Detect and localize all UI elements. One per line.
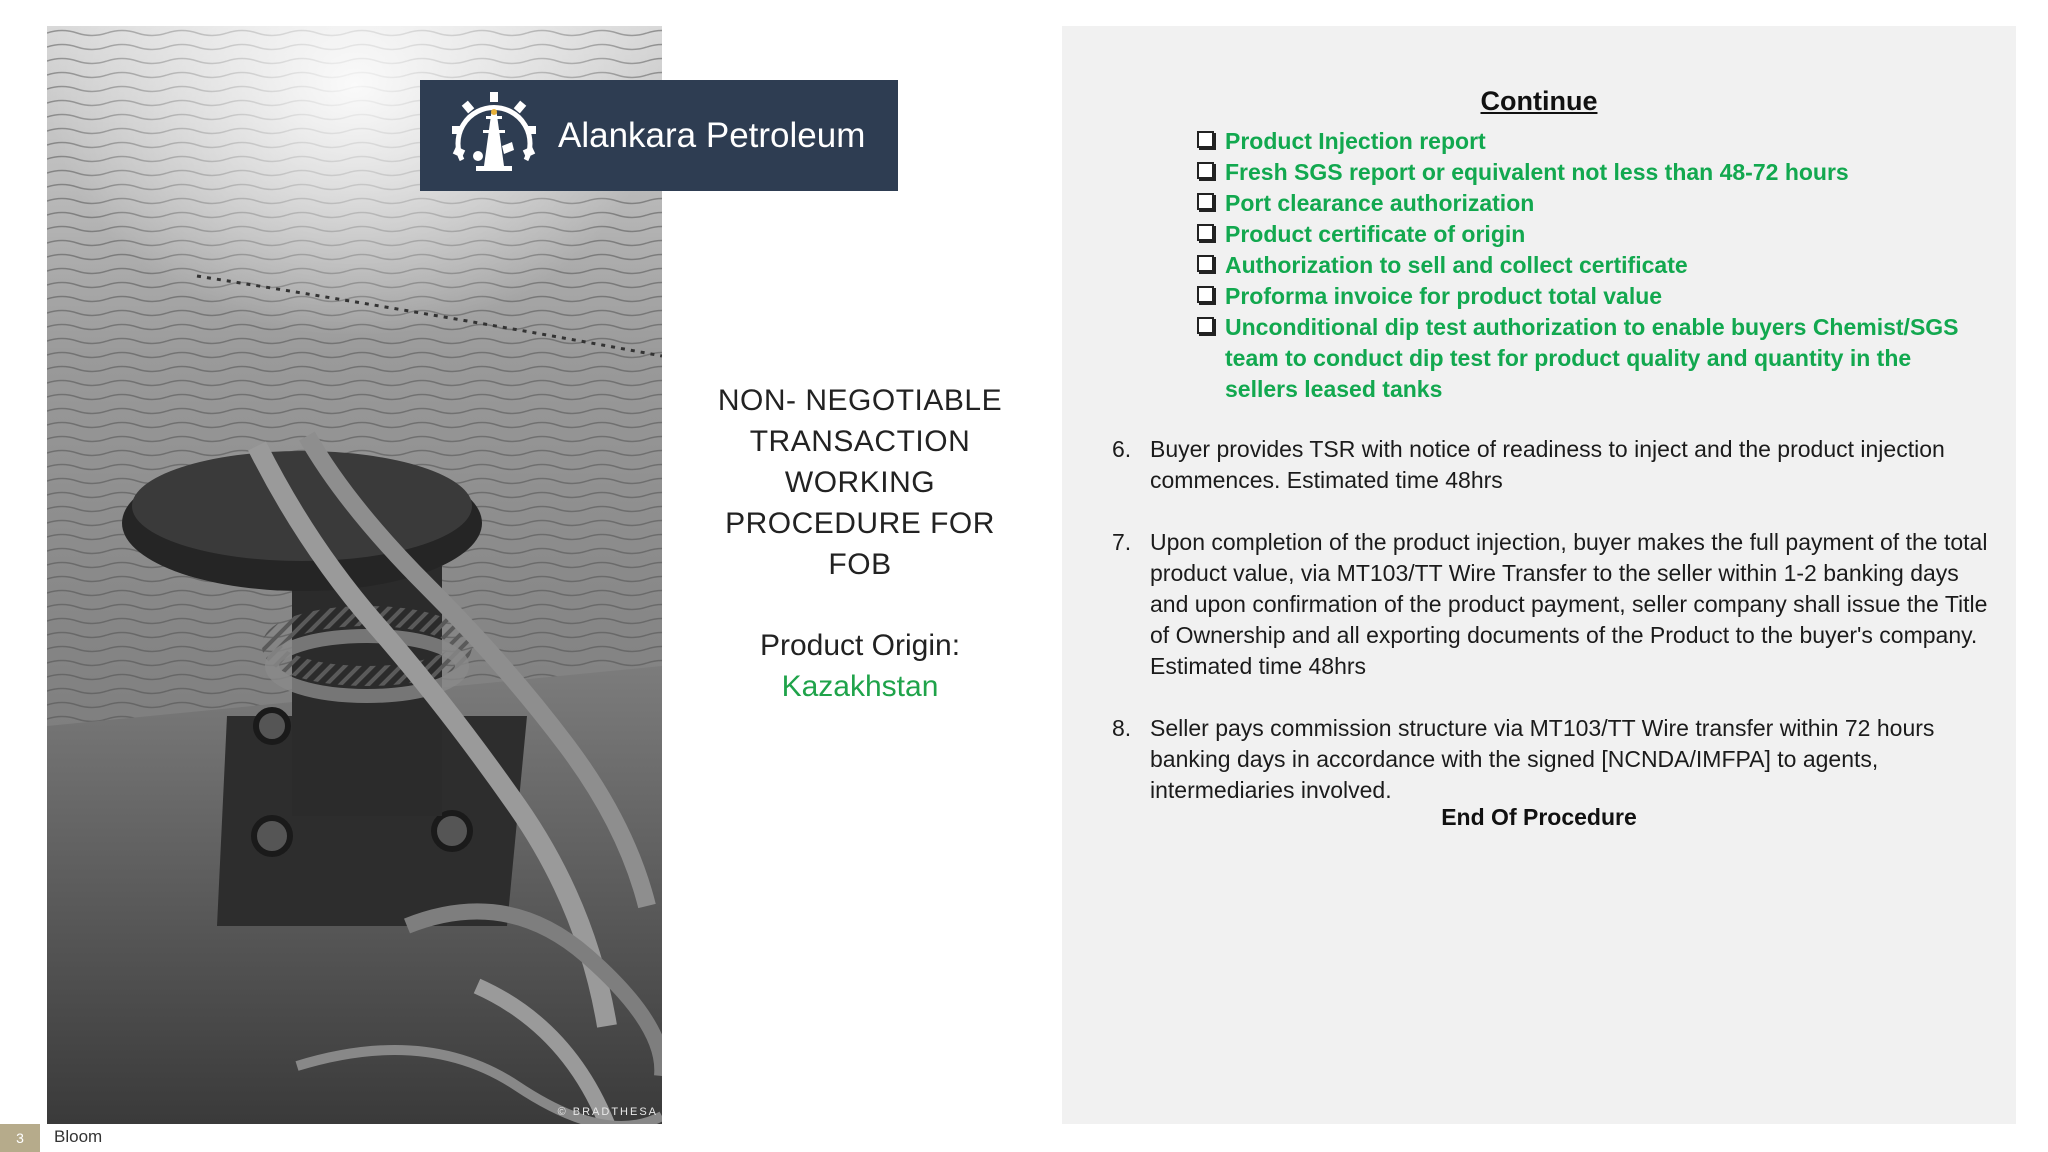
checklist-item — [1192, 219, 1982, 250]
continue-heading: Continue — [1480, 86, 1598, 116]
product-origin-value: Kazakhstan — [781, 670, 939, 703]
checklist-item — [1192, 250, 1982, 281]
checkbox-icon — [1197, 255, 1214, 272]
procedure-steps — [1112, 434, 1992, 837]
checklist-item — [1192, 312, 1982, 405]
checklist-item — [1192, 157, 1982, 188]
company-logo-badge — [420, 80, 898, 191]
checkbox-icon — [1197, 286, 1214, 303]
checklist-item-text: Product Injection report — [1225, 128, 1486, 154]
procedure-title-line: PROCEDURE FOR — [725, 507, 995, 540]
checkbox-icon — [1197, 224, 1214, 241]
step-text: Seller pays commission structure via MT103/TT Wire transfer within 72 hours banking days in accordance with the signed [NCNDA/IMFPA] to agents, intermediaries involved. — [1150, 715, 1935, 803]
procedure-step — [1112, 527, 1992, 682]
checkbox-icon — [1197, 193, 1214, 210]
step-number: 7. — [1112, 529, 1132, 555]
checkbox-icon — [1197, 162, 1214, 179]
product-origin-label: Product Origin: — [759, 629, 961, 662]
slide-number: 3 — [0, 1124, 40, 1152]
procedure-title-line: WORKING — [784, 466, 936, 499]
checklist-item — [1192, 281, 1982, 312]
gear-derrick-logo-icon — [442, 86, 546, 186]
photo-credit: © BRADTHESA — [557, 1106, 658, 1118]
procedure-step — [1112, 713, 1992, 806]
checklist-item-text: Unconditional dip test authorization to enable buyers Chemist/SGS team to conduct dip test for product quality and quantity in the sellers leased tanks — [1225, 314, 1959, 402]
theme-label: Bloom — [54, 1127, 103, 1146]
checkbox-icon — [1197, 317, 1214, 334]
end-of-procedure: End Of Procedure — [1441, 804, 1637, 830]
checklist-item-text: Product certificate of origin — [1225, 221, 1526, 247]
document-checklist — [1192, 126, 1982, 405]
procedure-title-line: FOB — [828, 548, 892, 581]
checkbox-icon — [1197, 131, 1214, 148]
checklist-item — [1192, 126, 1982, 157]
checklist-item-text: Authorization to sell and collect certificate — [1225, 252, 1688, 278]
checklist-item-text: Proforma invoice for product total value — [1225, 283, 1663, 309]
checklist-item-text: Fresh SGS report or equivalent not less than 48-72 hours — [1225, 159, 1849, 185]
procedure-title-block — [700, 380, 1020, 707]
procedure-panel — [1062, 26, 2016, 1124]
checklist-item-text: Port clearance authorization — [1225, 190, 1535, 216]
step-number: 8. — [1112, 715, 1132, 741]
procedure-title-line: NON- NEGOTIABLE — [717, 384, 1003, 417]
step-number: 6. — [1112, 436, 1132, 462]
procedure-title — [700, 380, 1020, 585]
company-name: Alankara Petroleum — [558, 115, 866, 155]
checklist-item — [1192, 188, 1982, 219]
step-text: Upon completion of the product injection, buyer makes the full payment of the total product value, via MT103/TT Wire Transfer to the seller within 1-2 banking days and upon confirmation of the product payment, seller company shall issue the Title of Ownership and all exporting documents of the Product to the buyer's company. Estimated time 48hrs — [1150, 529, 1988, 679]
procedure-step — [1112, 434, 1992, 496]
procedure-title-line: TRANSACTION — [749, 425, 971, 458]
step-text: Buyer provides TSR with notice of readiness to inject and the product injection commences. Estimated time 48hrs — [1150, 436, 1945, 493]
